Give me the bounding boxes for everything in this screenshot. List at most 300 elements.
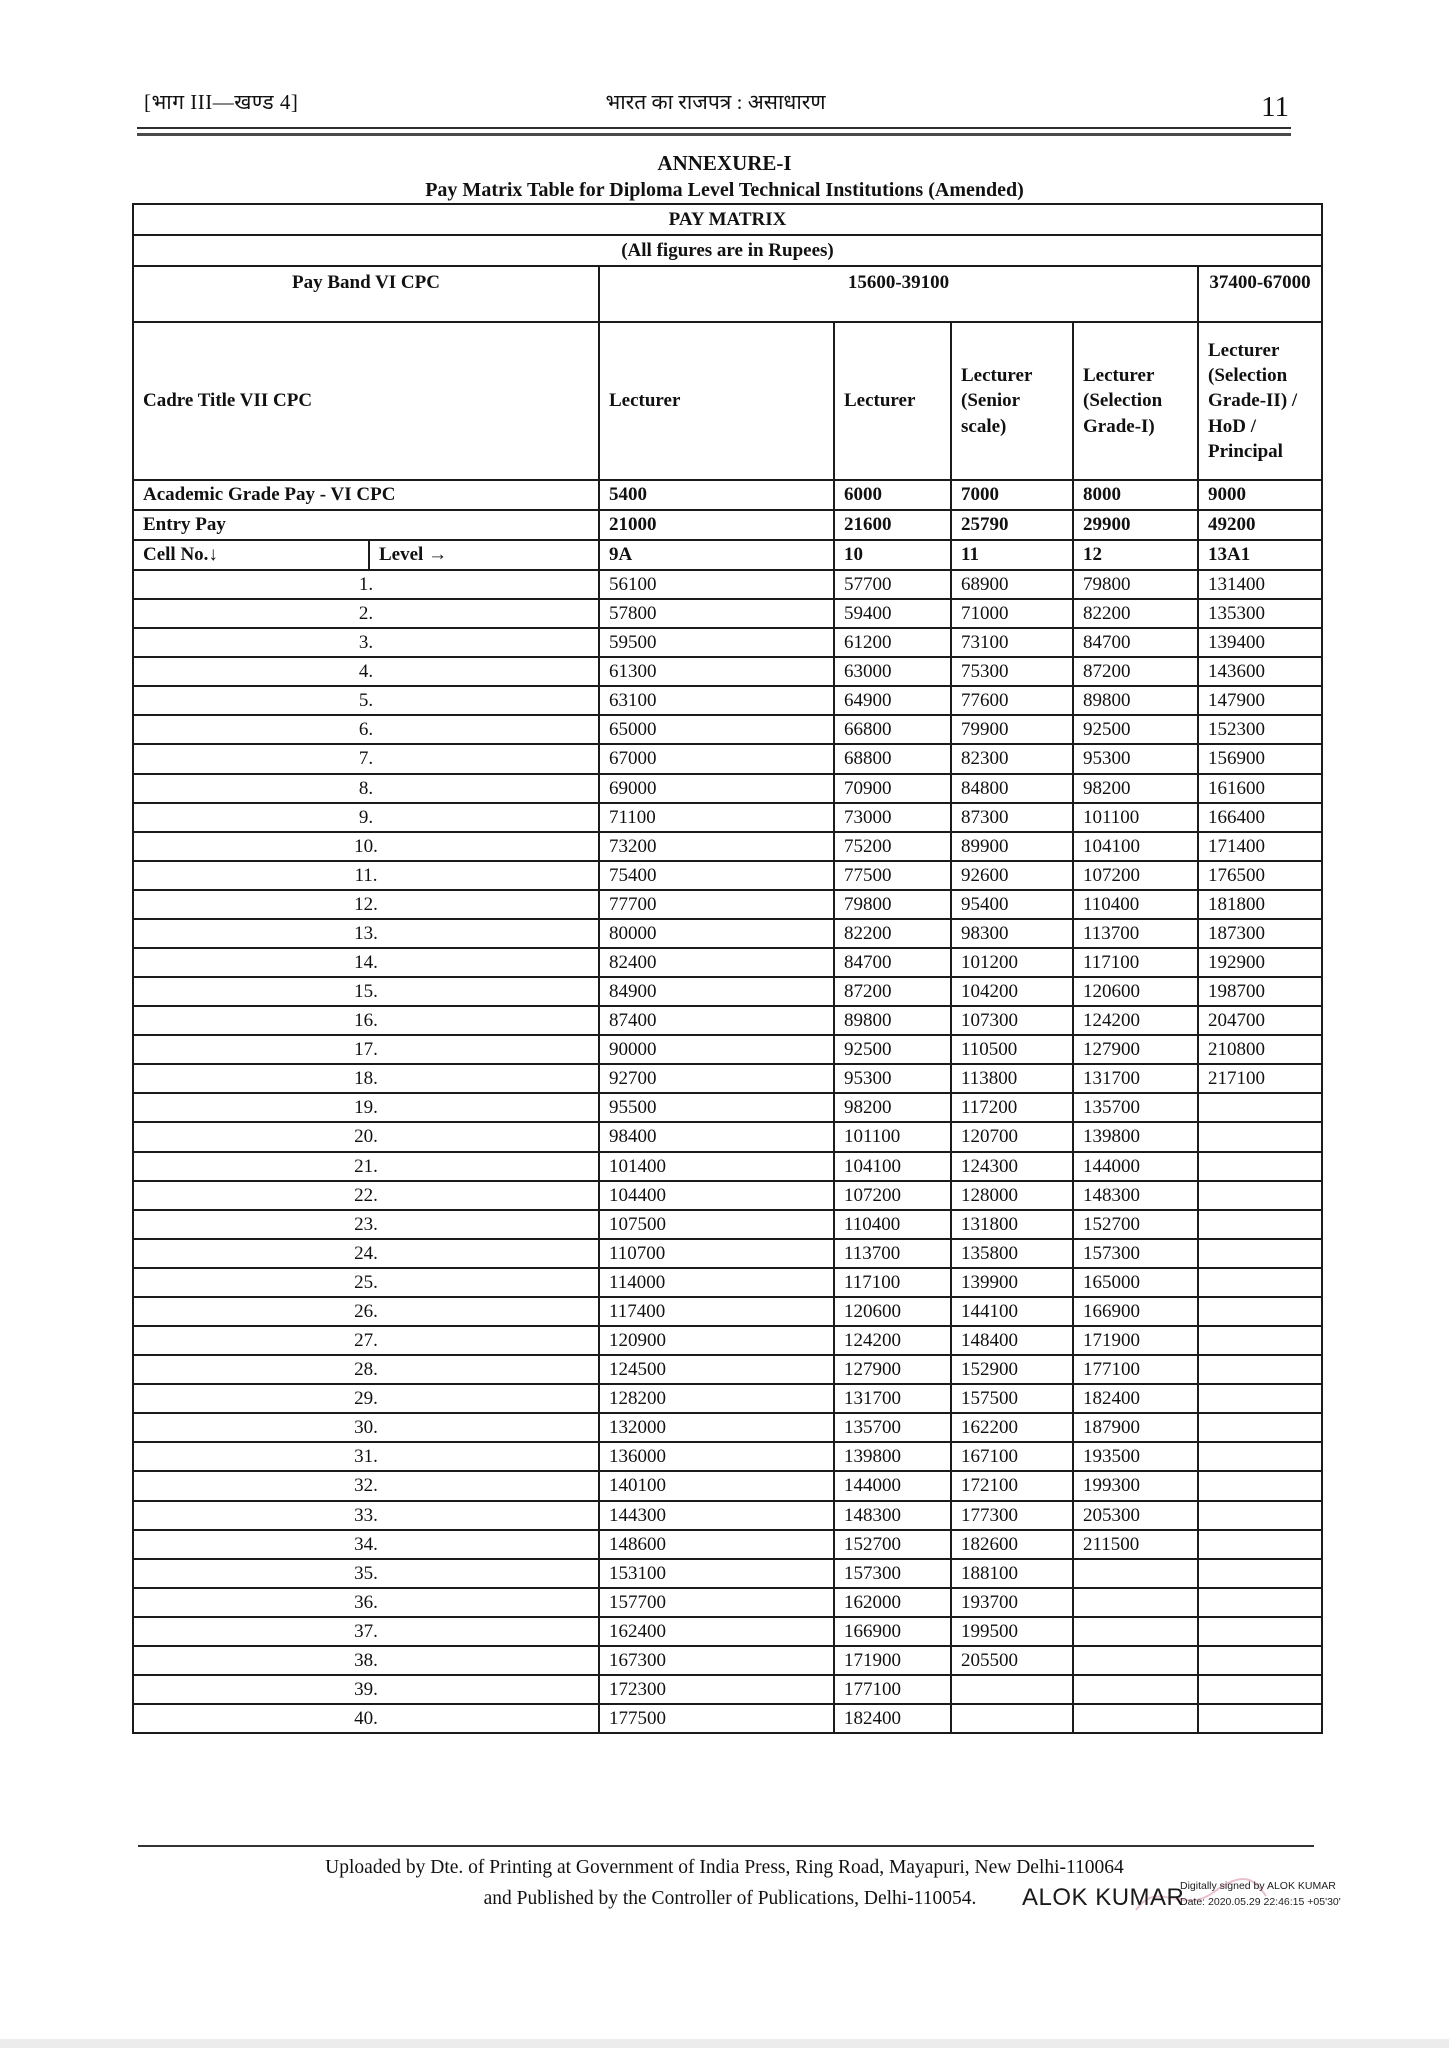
pay-value: 113800 — [951, 1064, 1073, 1093]
cell-number: 20. — [133, 1122, 599, 1151]
pay-value: 89900 — [951, 832, 1073, 861]
pay-value: 131700 — [1073, 1064, 1198, 1093]
cell-number: 4. — [133, 657, 599, 686]
pay-value: 71000 — [951, 599, 1073, 628]
pay-value: 171400 — [1198, 832, 1322, 861]
cell-number: 9. — [133, 803, 599, 832]
pay-value: 135700 — [834, 1413, 951, 1442]
matrix-row — [133, 1501, 1322, 1530]
matrix-row — [133, 1268, 1322, 1297]
pay-value: 157500 — [951, 1384, 1073, 1413]
footer-upload-line: Uploaded by Dte. of Printing at Government of India Press, Ring Road, Mayapuri, New Delhi-110064 — [325, 1857, 1124, 1878]
pay-value: 177500 — [599, 1704, 834, 1733]
pay-value: 140100 — [599, 1471, 834, 1500]
pay-value: 77700 — [599, 890, 834, 919]
pay-value — [1198, 1617, 1322, 1646]
matrix-row — [133, 1326, 1322, 1355]
pay-matrix-heading: PAY MATRIX — [133, 204, 1322, 235]
matrix-row — [133, 1675, 1322, 1704]
entry-pay-row — [133, 510, 1322, 540]
agp-label: Academic Grade Pay - VI CPC — [133, 480, 599, 510]
pay-value: 157700 — [599, 1588, 834, 1617]
signature-details — [1180, 1879, 1341, 1911]
annexure-title: ANNEXURE-I — [657, 151, 792, 175]
matrix-row — [133, 1297, 1322, 1326]
cell-number: 8. — [133, 774, 599, 803]
pay-value: 165000 — [1073, 1268, 1198, 1297]
pay-value: 87200 — [1073, 657, 1198, 686]
matrix-row — [133, 977, 1322, 1006]
pay-value: 117200 — [951, 1093, 1073, 1122]
matrix-row — [133, 1384, 1322, 1413]
cell-number: 13. — [133, 919, 599, 948]
pay-value: 135300 — [1198, 599, 1322, 628]
pay-value — [951, 1675, 1073, 1704]
pay-value: 167300 — [599, 1646, 834, 1675]
pay-value: 139900 — [951, 1268, 1073, 1297]
pay-value: 84900 — [599, 977, 834, 1006]
pay-value: 128200 — [599, 1384, 834, 1413]
pay-value: 139800 — [1073, 1122, 1198, 1151]
matrix-row — [133, 1006, 1322, 1035]
pay-value: 82200 — [1073, 599, 1198, 628]
table-subtitle-row — [133, 235, 1322, 266]
pay-value: 113700 — [1073, 919, 1198, 948]
pay-value: 187900 — [1073, 1413, 1198, 1442]
matrix-row — [133, 1152, 1322, 1181]
pay-value: 82200 — [834, 919, 951, 948]
cell-number: 31. — [133, 1442, 599, 1471]
cell-number: 2. — [133, 599, 599, 628]
pay-value — [1198, 1530, 1322, 1559]
pay-matrix-subtitle: (All figures are in Rupees) — [133, 235, 1322, 266]
pay-value: 104200 — [951, 977, 1073, 1006]
cell-number: 7. — [133, 744, 599, 773]
pay-value: 98200 — [1073, 774, 1198, 803]
pay-value: 176500 — [1198, 861, 1322, 890]
agp-value: 9000 — [1198, 480, 1322, 510]
level-10: 10 — [834, 540, 951, 570]
matrix-row — [133, 1617, 1322, 1646]
pay-value: 172300 — [599, 1675, 834, 1704]
page-header — [140, 86, 1291, 123]
pay-value: 89800 — [834, 1006, 951, 1035]
pay-value: 114000 — [599, 1268, 834, 1297]
pay-value: 101200 — [951, 948, 1073, 977]
pay-band-range-main: 15600-39100 — [599, 266, 1198, 322]
matrix-row — [133, 1588, 1322, 1617]
matrix-row — [133, 744, 1322, 773]
pay-value: 104100 — [834, 1152, 951, 1181]
matrix-row — [133, 1064, 1322, 1093]
page-number: 11 — [1261, 91, 1289, 123]
pay-value: 156900 — [1198, 744, 1322, 773]
pay-value: 77600 — [951, 686, 1073, 715]
pay-value: 148300 — [1073, 1181, 1198, 1210]
cell-number: 24. — [133, 1239, 599, 1268]
pay-value: 162200 — [951, 1413, 1073, 1442]
pay-value: 65000 — [599, 715, 834, 744]
pay-value: 162400 — [599, 1617, 834, 1646]
pay-value: 73200 — [599, 832, 834, 861]
pay-value: 157300 — [834, 1559, 951, 1588]
levels-header-row — [133, 540, 1322, 570]
matrix-row — [133, 948, 1322, 977]
signature-name: ALOK KUMAR — [1022, 1884, 1185, 1911]
pay-value — [1198, 1384, 1322, 1413]
cell-number: 11. — [133, 861, 599, 890]
cell-number: 27. — [133, 1326, 599, 1355]
pay-value: 95300 — [1073, 744, 1198, 773]
matrix-row — [133, 1530, 1322, 1559]
cadre-title-label: Cadre Title VII CPC — [133, 322, 599, 480]
pay-value: 61300 — [599, 657, 834, 686]
pay-value: 75400 — [599, 861, 834, 890]
pay-value: 101100 — [1073, 803, 1198, 832]
pay-value: 92600 — [951, 861, 1073, 890]
pay-value — [1198, 1152, 1322, 1181]
entry-pay-value: 21600 — [834, 510, 951, 540]
pay-value: 148300 — [834, 1501, 951, 1530]
cell-number: 37. — [133, 1617, 599, 1646]
pay-value: 131400 — [1198, 570, 1322, 599]
pay-value: 127900 — [1073, 1035, 1198, 1064]
pay-value — [1198, 1471, 1322, 1500]
pay-value: 120600 — [834, 1297, 951, 1326]
level-11: 11 — [951, 540, 1073, 570]
level-label: Level → — [369, 540, 599, 570]
pay-value: 59500 — [599, 628, 834, 657]
pay-value: 144100 — [951, 1297, 1073, 1326]
table-heading-row — [133, 204, 1322, 235]
pay-value: 84700 — [834, 948, 951, 977]
pay-value: 117100 — [1073, 948, 1198, 977]
cell-number: 23. — [133, 1210, 599, 1239]
pay-value: 167100 — [951, 1442, 1073, 1471]
pay-value: 79800 — [834, 890, 951, 919]
cell-number: 14. — [133, 948, 599, 977]
pay-value: 131800 — [951, 1210, 1073, 1239]
pay-value: 95500 — [599, 1093, 834, 1122]
pay-value: 124500 — [599, 1355, 834, 1384]
pay-value: 198700 — [1198, 977, 1322, 1006]
pay-value: 120900 — [599, 1326, 834, 1355]
cadre-title-lecturer-9a: Lecturer — [599, 322, 834, 480]
pay-value: 107300 — [951, 1006, 1073, 1035]
pay-value: 110400 — [1073, 890, 1198, 919]
pay-value: 84800 — [951, 774, 1073, 803]
pay-value — [1198, 1588, 1322, 1617]
pay-value: 92700 — [599, 1064, 834, 1093]
pay-value: 87300 — [951, 803, 1073, 832]
cell-number: 6. — [133, 715, 599, 744]
matrix-row — [133, 715, 1322, 744]
entry-pay-label: Entry Pay — [133, 510, 599, 540]
table-title: Pay Matrix Table for Diploma Level Technical Institutions (Amended) — [425, 179, 1024, 201]
pay-value: 177100 — [834, 1675, 951, 1704]
pay-value: 107500 — [599, 1210, 834, 1239]
cell-number: 38. — [133, 1646, 599, 1675]
scan-edge-artifact — [0, 2039, 1449, 2048]
pay-value: 98400 — [599, 1122, 834, 1151]
pay-value — [1198, 1239, 1322, 1268]
footer-publish-line: and Published by the Controller of Publications, Delhi-110054. — [483, 1888, 977, 1909]
pay-value: 193700 — [951, 1588, 1073, 1617]
pay-value: 210800 — [1198, 1035, 1322, 1064]
pay-value: 87400 — [599, 1006, 834, 1035]
matrix-row — [133, 890, 1322, 919]
pay-value: 177300 — [951, 1501, 1073, 1530]
pay-value: 63000 — [834, 657, 951, 686]
cadre-title-row — [133, 322, 1322, 480]
pay-value — [1073, 1559, 1198, 1588]
entry-pay-value: 21000 — [599, 510, 834, 540]
pay-value: 57700 — [834, 570, 951, 599]
pay-value — [1198, 1559, 1322, 1588]
cell-number: 10. — [133, 832, 599, 861]
pay-value: 211500 — [1073, 1530, 1198, 1559]
matrix-row — [133, 1239, 1322, 1268]
cell-number: 17. — [133, 1035, 599, 1064]
pay-value: 70900 — [834, 774, 951, 803]
matrix-row — [133, 803, 1322, 832]
pay-value: 107200 — [834, 1181, 951, 1210]
cell-number: 3. — [133, 628, 599, 657]
pay-value: 120600 — [1073, 977, 1198, 1006]
cadre-title-selection-2: Lecturer (Selection Grade-II) / HoD / Principal — [1198, 322, 1322, 480]
pay-value: 188100 — [951, 1559, 1073, 1588]
pay-value — [1198, 1442, 1322, 1471]
signature-detail-line: Digitally signed by ALOK KUMAR — [1180, 1880, 1336, 1892]
pay-value: 162000 — [834, 1588, 951, 1617]
matrix-row — [133, 599, 1322, 628]
pay-value: 153100 — [599, 1559, 834, 1588]
matrix-row — [133, 1442, 1322, 1471]
pay-value: 135700 — [1073, 1093, 1198, 1122]
pay-value: 205500 — [951, 1646, 1073, 1675]
cell-number: 18. — [133, 1064, 599, 1093]
pay-value: 87200 — [834, 977, 951, 1006]
pay-value: 136000 — [599, 1442, 834, 1471]
pay-value: 124300 — [951, 1152, 1073, 1181]
cell-number: 26. — [133, 1297, 599, 1326]
pay-value — [1198, 1355, 1322, 1384]
pay-value — [1198, 1675, 1322, 1704]
pay-value: 199500 — [951, 1617, 1073, 1646]
pay-value: 113700 — [834, 1239, 951, 1268]
pay-value: 61200 — [834, 628, 951, 657]
pay-value: 127900 — [834, 1355, 951, 1384]
pay-value: 79900 — [951, 715, 1073, 744]
pay-value: 75200 — [834, 832, 951, 861]
pay-value: 217100 — [1198, 1064, 1322, 1093]
pay-value — [1198, 1413, 1322, 1442]
pay-value: 82400 — [599, 948, 834, 977]
pay-value: 101400 — [599, 1152, 834, 1181]
pay-value: 73000 — [834, 803, 951, 832]
pay-value — [1198, 1122, 1322, 1151]
pay-value: 89800 — [1073, 686, 1198, 715]
pay-value — [951, 1704, 1073, 1733]
pay-value: 171900 — [1073, 1326, 1198, 1355]
matrix-row — [133, 1471, 1322, 1500]
pay-value: 172100 — [951, 1471, 1073, 1500]
pay-value: 152300 — [1198, 715, 1322, 744]
pay-value: 98200 — [834, 1093, 951, 1122]
pay-value — [1198, 1297, 1322, 1326]
cell-number: 1. — [133, 570, 599, 599]
pay-band-row — [133, 266, 1322, 322]
pay-value: 143600 — [1198, 657, 1322, 686]
pay-value: 182400 — [834, 1704, 951, 1733]
pay-value: 117100 — [834, 1268, 951, 1297]
agp-value: 6000 — [834, 480, 951, 510]
pay-value: 166900 — [1073, 1297, 1198, 1326]
pay-value: 144300 — [599, 1501, 834, 1530]
pay-value: 63100 — [599, 686, 834, 715]
cell-number: 5. — [133, 686, 599, 715]
level-12: 12 — [1073, 540, 1198, 570]
matrix-row — [133, 1704, 1322, 1733]
pay-value: 107200 — [1073, 861, 1198, 890]
cell-number: 36. — [133, 1588, 599, 1617]
matrix-row — [133, 1181, 1322, 1210]
pay-value: 64900 — [834, 686, 951, 715]
pay-value: 139800 — [834, 1442, 951, 1471]
matrix-row — [133, 657, 1322, 686]
pay-value: 79800 — [1073, 570, 1198, 599]
matrix-row — [133, 628, 1322, 657]
pay-value: 166900 — [834, 1617, 951, 1646]
pay-value: 68900 — [951, 570, 1073, 599]
pay-value: 166400 — [1198, 803, 1322, 832]
matrix-row — [133, 1122, 1322, 1151]
pay-matrix-table — [132, 203, 1323, 1734]
pay-value: 59400 — [834, 599, 951, 628]
pay-value: 98300 — [951, 919, 1073, 948]
entry-pay-value: 49200 — [1198, 510, 1322, 540]
cell-number: 30. — [133, 1413, 599, 1442]
pay-value: 135800 — [951, 1239, 1073, 1268]
matrix-row — [133, 1646, 1322, 1675]
cadre-title-lecturer-senior: Lecturer (Senior scale) — [951, 322, 1073, 480]
pay-value: 80000 — [599, 919, 834, 948]
level-9a: 9A — [599, 540, 834, 570]
cell-number: 15. — [133, 977, 599, 1006]
academic-grade-pay-row — [133, 480, 1322, 510]
pay-value: 148400 — [951, 1326, 1073, 1355]
matrix-row — [133, 570, 1322, 599]
pay-value: 132000 — [599, 1413, 834, 1442]
pay-value — [1198, 1268, 1322, 1297]
pay-value — [1073, 1675, 1198, 1704]
matrix-row — [133, 919, 1322, 948]
pay-value — [1073, 1617, 1198, 1646]
pay-value: 128000 — [951, 1181, 1073, 1210]
pay-value: 95400 — [951, 890, 1073, 919]
pay-value: 148600 — [599, 1530, 834, 1559]
cell-number: 25. — [133, 1268, 599, 1297]
cell-number: 35. — [133, 1559, 599, 1588]
pay-value: 181800 — [1198, 890, 1322, 919]
pay-value: 157300 — [1073, 1239, 1198, 1268]
pay-value: 110500 — [951, 1035, 1073, 1064]
pay-value: 171900 — [834, 1646, 951, 1675]
pay-value: 92500 — [1073, 715, 1198, 744]
pay-value: 73100 — [951, 628, 1073, 657]
cadre-title-lecturer-10: Lecturer — [834, 322, 951, 480]
matrix-row — [133, 832, 1322, 861]
pay-value: 182600 — [951, 1530, 1073, 1559]
matrix-row — [133, 1210, 1322, 1239]
matrix-row — [133, 861, 1322, 890]
pay-value: 90000 — [599, 1035, 834, 1064]
pay-value: 82300 — [951, 744, 1073, 773]
pay-value: 205300 — [1073, 1501, 1198, 1530]
pay-value — [1198, 1093, 1322, 1122]
pay-value: 104400 — [599, 1181, 834, 1210]
matrix-row — [133, 1093, 1322, 1122]
pay-value: 144000 — [1073, 1152, 1198, 1181]
agp-value: 7000 — [951, 480, 1073, 510]
pay-value: 110400 — [834, 1210, 951, 1239]
cell-number: 33. — [133, 1501, 599, 1530]
entry-pay-value: 25790 — [951, 510, 1073, 540]
pay-value: 104100 — [1073, 832, 1198, 861]
pay-value: 193500 — [1073, 1442, 1198, 1471]
pay-value: 182400 — [1073, 1384, 1198, 1413]
cell-number: 16. — [133, 1006, 599, 1035]
cell-number: 19. — [133, 1093, 599, 1122]
pay-value — [1198, 1181, 1322, 1210]
pay-value: 77500 — [834, 861, 951, 890]
pay-value: 199300 — [1073, 1471, 1198, 1500]
pay-value: 92500 — [834, 1035, 951, 1064]
cell-number: 39. — [133, 1675, 599, 1704]
pay-value: 177100 — [1073, 1355, 1198, 1384]
pay-value: 124200 — [1073, 1006, 1198, 1035]
header-double-rule — [137, 127, 1291, 136]
matrix-row — [133, 1355, 1322, 1384]
matrix-row — [133, 1035, 1322, 1064]
pay-band-label: Pay Band VI CPC — [133, 266, 599, 322]
pay-value: 152700 — [834, 1530, 951, 1559]
cell-number: 22. — [133, 1181, 599, 1210]
pay-value — [1073, 1646, 1198, 1675]
pay-value: 152900 — [951, 1355, 1073, 1384]
matrix-row — [133, 1413, 1322, 1442]
header-gazette-title: भारत का राजपत्र : असाधारण — [605, 90, 826, 114]
cell-number: 21. — [133, 1152, 599, 1181]
agp-value: 8000 — [1073, 480, 1198, 510]
pay-value — [1073, 1704, 1198, 1733]
pay-value — [1198, 1704, 1322, 1733]
pay-value: 69000 — [599, 774, 834, 803]
pay-value: 192900 — [1198, 948, 1322, 977]
pay-value: 124200 — [834, 1326, 951, 1355]
pay-value: 95300 — [834, 1064, 951, 1093]
pay-value: 161600 — [1198, 774, 1322, 803]
matrix-row — [133, 1559, 1322, 1588]
pay-value: 67000 — [599, 744, 834, 773]
signature-detail-line: Date: 2020.05.29 22:46:15 +05'30' — [1180, 1895, 1341, 1908]
matrix-row — [133, 686, 1322, 715]
pay-value: 144000 — [834, 1471, 951, 1500]
pay-value: 110700 — [599, 1239, 834, 1268]
cell-number: 40. — [133, 1704, 599, 1733]
cadre-title-selection-1: Lecturer (Selection Grade-I) — [1073, 322, 1198, 480]
pay-value: 71100 — [599, 803, 834, 832]
